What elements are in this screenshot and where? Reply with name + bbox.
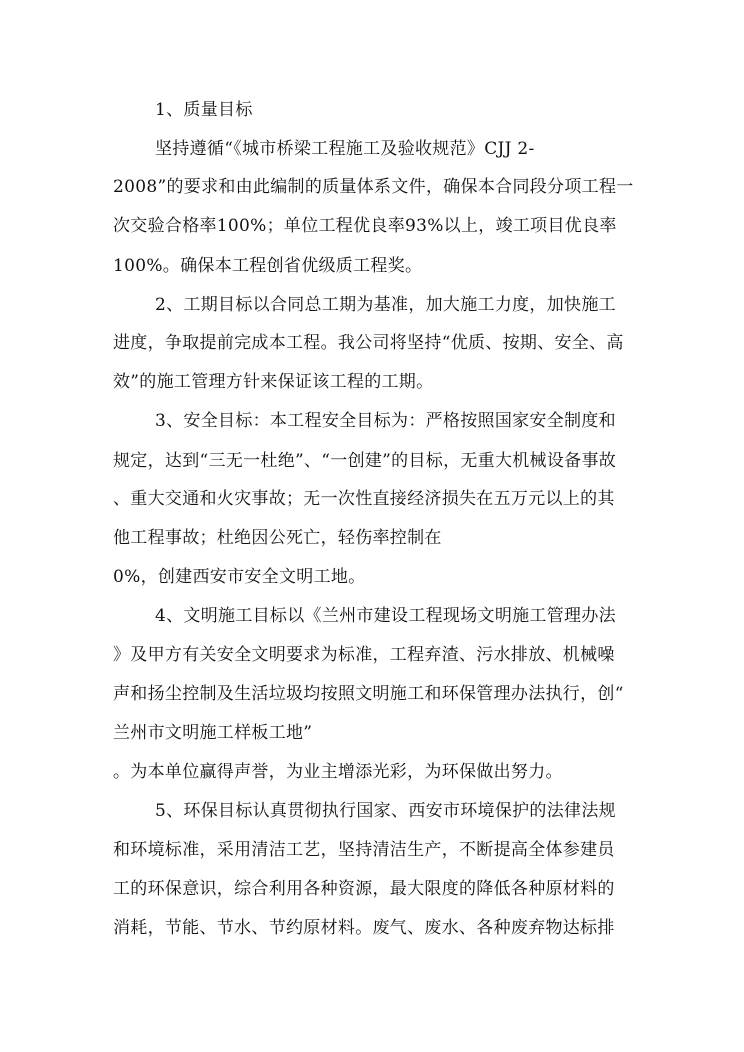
heading-quality-goal: 1、质量目标 xyxy=(155,100,253,120)
paragraph-line: 兰州市文明施工样板工地” xyxy=(113,723,313,743)
paragraph-line: 声和扬尘控制及生活垃圾均按照文明施工和环保管理办法执行，创“ xyxy=(113,684,624,704)
paragraph-line: 2008”的要求和由此编制的质量体系文件，确保本合同段分项工程一 xyxy=(113,177,634,197)
paragraph-environment-goal: 5、环保目标认真贯彻执行国家、西安市环境保护的法律法规 xyxy=(155,801,616,821)
paragraph-line: 0%，创建西安市安全文明工地。 xyxy=(113,567,366,587)
paragraph-line: 工的环保意识，综合利用各种资源，最大限度的降低各种原材料的 xyxy=(113,879,615,899)
paragraph-line: 消耗，节能、节水、节约原材料。废气、废水、各种废弃物达标排 xyxy=(113,918,615,938)
paragraph-line: 效”的施工管理方针来保证该工程的工期。 xyxy=(113,372,434,392)
paragraph-schedule-goal: 2、工期目标以合同总工期为基准，加大施工力度，加快施工 xyxy=(155,295,616,315)
paragraph-civilized-construction-goal: 4、文明施工目标以《兰州市建设工程现场文明施工管理办法 xyxy=(155,606,616,626)
paragraph-line: 进度，争取提前完成本工程。我公司将坚持“优质、按期、安全、高 xyxy=(113,333,624,353)
paragraph-line: 他工程事故；杜绝因公死亡，轻伤率控制在 xyxy=(113,528,442,548)
paragraph-line: 和环境标准，采用清洁工艺，坚持清洁生产，不断提高全体参建员 xyxy=(113,840,615,860)
paragraph-line: 。为本单位赢得声誉，为业主增添光彩，为环保做出努力。 xyxy=(113,762,563,782)
paragraph-line: 100%。确保本工程创省优级质工程奖。 xyxy=(113,256,423,276)
paragraph-safety-goal: 3、安全目标：本工程安全目标为：严格按照国家安全制度和 xyxy=(155,411,616,431)
paragraph-line: 规定，达到“三无一杜绝”、“一创建”的目标，无重大机械设备事故 xyxy=(113,451,617,471)
paragraph-line: 、重大交通和火灾事故；无一次性直接经济损失在五万元以上的其 xyxy=(113,489,615,509)
paragraph-line: 次交验合格率100%；单位工程优良率93%以上，竣工项目优良率 xyxy=(113,216,617,236)
paragraph-line: 》及甲方有关安全文明要求为标准，工程弃渣、污水排放、机械噪 xyxy=(113,645,615,665)
paragraph-line: 坚持遵循“《城市桥梁工程施工及验收规范》CJJ 2- xyxy=(155,139,535,159)
